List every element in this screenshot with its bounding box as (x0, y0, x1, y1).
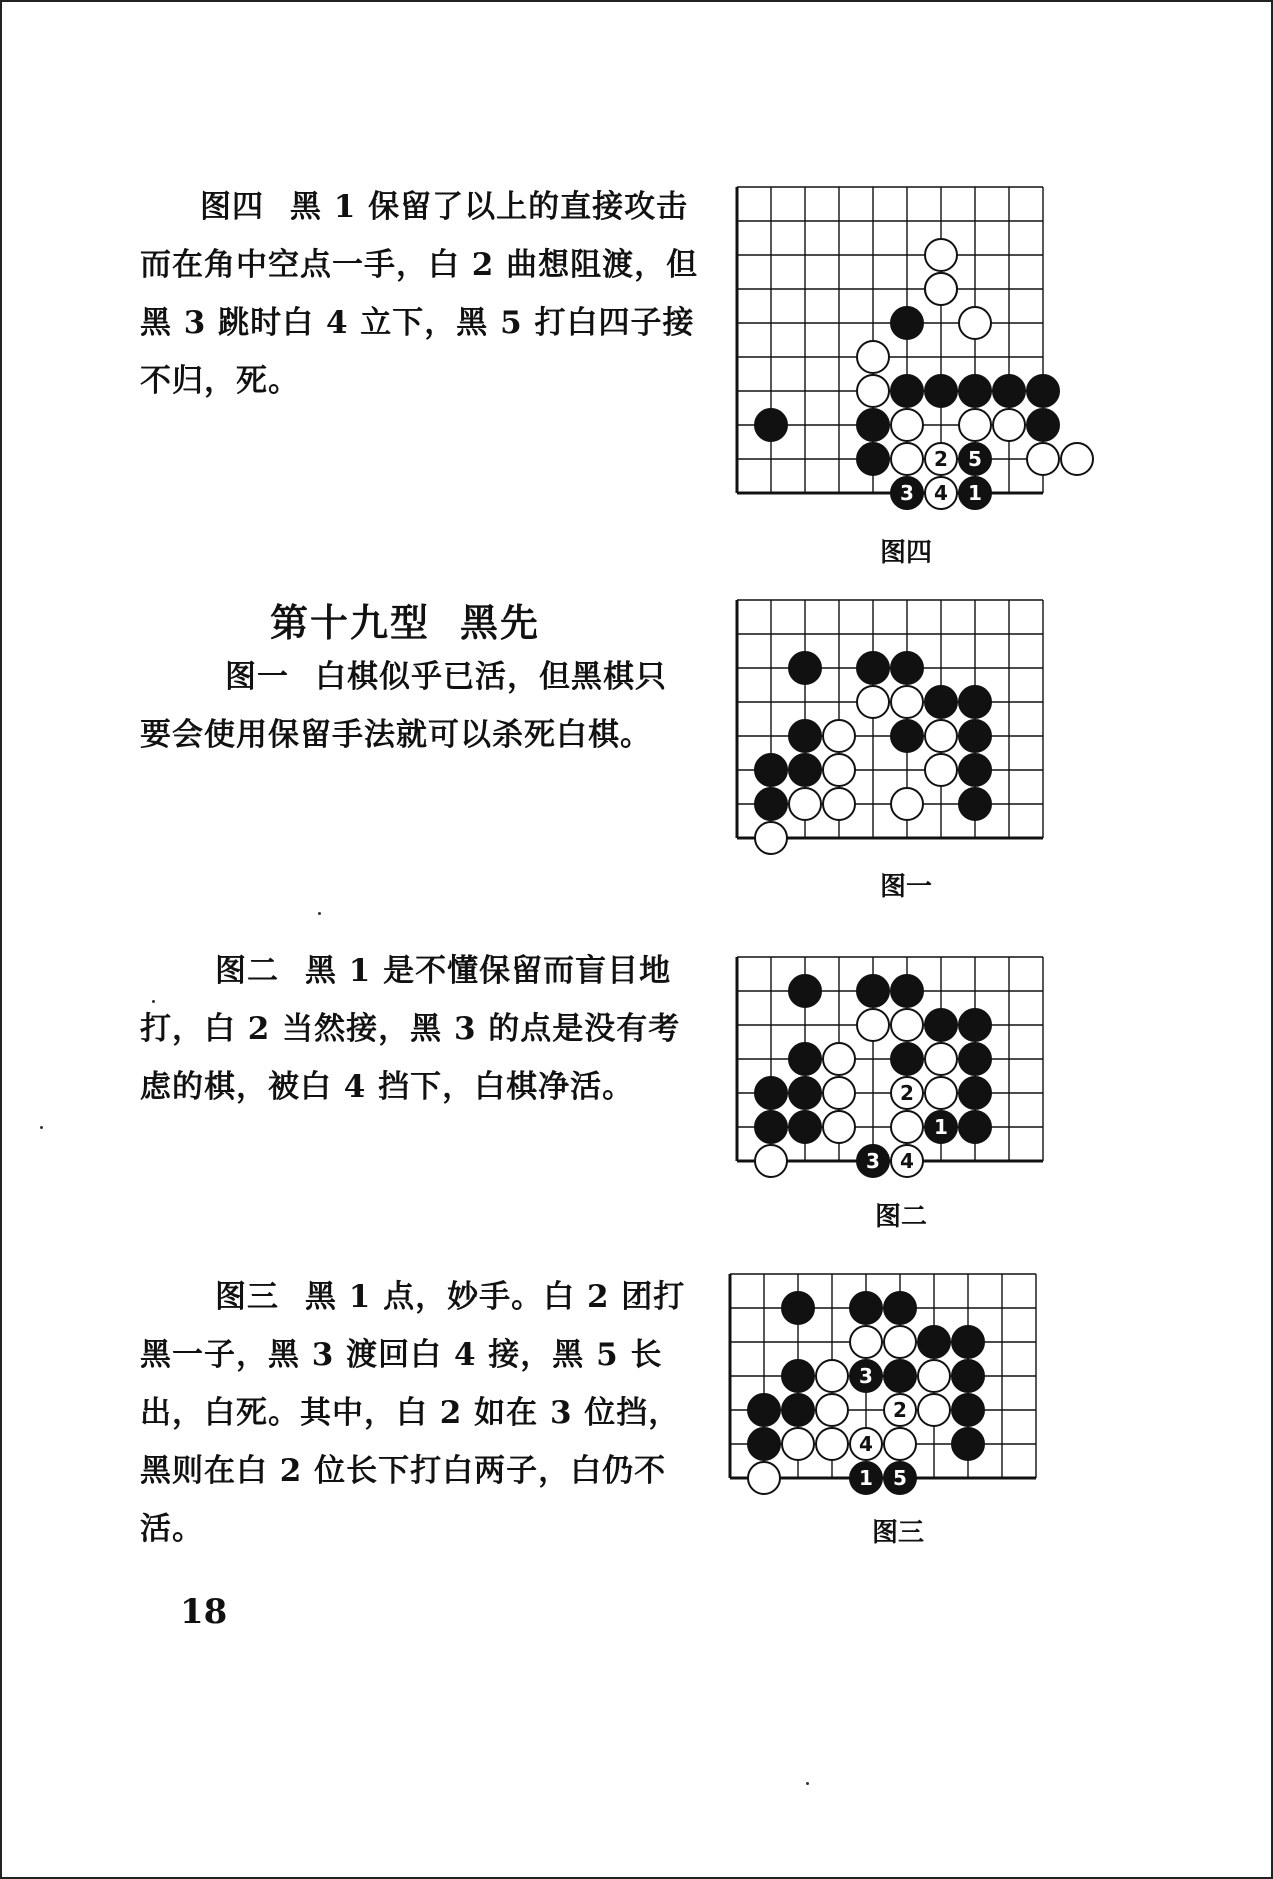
white-stone (925, 754, 957, 786)
black-stone (959, 686, 991, 718)
white-stone (884, 1326, 916, 1358)
black-stone (748, 1428, 780, 1460)
black-stone (952, 1428, 984, 1460)
black-stone (959, 1111, 991, 1143)
black-stone (857, 975, 889, 1007)
fig4-lead: 图四 (200, 189, 264, 225)
black-stone (959, 720, 991, 752)
move-number: 3 (859, 1364, 873, 1388)
black-stone (755, 788, 787, 820)
white-stone (1061, 443, 1093, 475)
heading-title: 第十九型 (270, 601, 431, 645)
heading-tag: 黑先 (460, 601, 541, 645)
white-stone (891, 1009, 923, 1041)
go-diagram-fig4 (735, 185, 1095, 505)
fig1-lead: 图一 (225, 659, 289, 695)
black-stone (952, 1326, 984, 1358)
move-number: 3 (866, 1149, 880, 1173)
black-stone (782, 1360, 814, 1392)
white-stone (884, 1428, 916, 1460)
white-stone (918, 1360, 950, 1392)
white-stone (993, 409, 1025, 441)
black-stone (755, 1111, 787, 1143)
black-stone (918, 1326, 950, 1358)
move-number: 4 (934, 481, 948, 505)
black-stone (755, 409, 787, 441)
white-stone (789, 788, 821, 820)
black-stone (789, 1077, 821, 1109)
scan-speck (40, 1126, 43, 1129)
black-stone (959, 754, 991, 786)
black-stone (755, 754, 787, 786)
black-stone (959, 1077, 991, 1109)
caption-fig4: 图四 (880, 538, 933, 568)
white-stone (925, 1043, 957, 1075)
fig4-body: 黑 1 保留了以上的直接攻击而在角中空点一手，白 2 曲想阻渡，但黑 3 跳时白 4 立下，黑 5 打白四子接不归，死。 (140, 189, 699, 399)
black-stone (925, 1009, 957, 1041)
black-stone (959, 1043, 991, 1075)
caption-fig1: 图一 (880, 872, 933, 902)
white-stone (918, 1394, 950, 1426)
fig2-body: 黑 1 是不懂保留而盲目地打，白 2 当然接，黑 3 的点是没有考虑的棋，被白 4 挡下，白棋净活。 (140, 953, 681, 1105)
black-stone (755, 1077, 787, 1109)
black-stone (959, 788, 991, 820)
move-number: 5 (893, 1466, 907, 1490)
white-stone (925, 720, 957, 752)
white-stone (823, 788, 855, 820)
fig4-paragraph (140, 178, 700, 410)
white-stone (925, 239, 957, 271)
white-stone (891, 1111, 923, 1143)
black-stone (959, 375, 991, 407)
white-stone (755, 822, 787, 854)
white-stone (823, 1077, 855, 1109)
black-stone (850, 1292, 882, 1324)
black-stone (1027, 409, 1059, 441)
black-stone (789, 1111, 821, 1143)
white-stone (816, 1394, 848, 1426)
white-stone (857, 686, 889, 718)
white-stone (823, 720, 855, 752)
white-stone (857, 1009, 889, 1041)
black-stone (891, 375, 923, 407)
white-stone (925, 273, 957, 305)
move-number: 5 (968, 447, 982, 471)
move-number: 2 (893, 1398, 907, 1422)
black-stone (891, 720, 923, 752)
black-stone (748, 1394, 780, 1426)
move-number: 2 (900, 1081, 914, 1105)
black-stone (789, 975, 821, 1007)
white-stone (959, 409, 991, 441)
black-stone (857, 443, 889, 475)
move-number: 3 (900, 481, 914, 505)
white-stone (1027, 443, 1059, 475)
black-stone (1027, 375, 1059, 407)
white-stone (782, 1428, 814, 1460)
page-number: 18 (180, 1592, 228, 1632)
go-diagram-fig1 (735, 598, 1095, 860)
white-stone (891, 686, 923, 718)
black-stone (789, 754, 821, 786)
black-stone (891, 1043, 923, 1075)
fig3-paragraph (140, 1268, 690, 1558)
move-number: 1 (968, 481, 982, 505)
fig1-body: 白棋似乎已活，但黑棋只要会使用保留手法就可以杀死白棋。 (140, 659, 667, 753)
white-stone (891, 409, 923, 441)
move-number: 4 (900, 1149, 914, 1173)
white-stone (816, 1428, 848, 1460)
white-stone (816, 1360, 848, 1392)
white-stone (823, 1111, 855, 1143)
white-stone (823, 754, 855, 786)
fig3-lead: 图三 (215, 1279, 279, 1315)
black-stone (789, 1043, 821, 1075)
black-stone (782, 1292, 814, 1324)
black-stone (925, 686, 957, 718)
move-number: 1 (859, 1466, 873, 1490)
fig2-paragraph (140, 942, 695, 1116)
white-stone (748, 1462, 780, 1494)
black-stone (782, 1394, 814, 1426)
move-number: 2 (934, 447, 948, 471)
black-stone (789, 652, 821, 684)
go-diagram-fig3 (728, 1272, 1088, 1507)
scan-speck (318, 912, 321, 915)
scan-speck (152, 1000, 155, 1003)
black-stone (884, 1292, 916, 1324)
black-stone (952, 1394, 984, 1426)
black-stone (959, 1009, 991, 1041)
caption-fig3: 图三 (872, 1518, 925, 1548)
white-stone (925, 1077, 957, 1109)
white-stone (850, 1326, 882, 1358)
black-stone (789, 720, 821, 752)
white-stone (891, 788, 923, 820)
white-stone (857, 375, 889, 407)
black-stone (884, 1360, 916, 1392)
scan-speck (806, 1782, 809, 1785)
white-stone (755, 1145, 787, 1177)
black-stone (857, 409, 889, 441)
black-stone (993, 375, 1025, 407)
white-stone (959, 307, 991, 339)
fig1-paragraph (140, 648, 690, 764)
black-stone (857, 652, 889, 684)
fig3-body: 黑 1 点，妙手。白 2 团打黑一子，黑 3 渡回白 4 接，黑 5 长出，白死。其中，白 2 如在 3 位挡，黑则在白 2 位长下打白两子，白仍不活。 (140, 1279, 686, 1547)
move-number: 4 (859, 1432, 873, 1456)
black-stone (952, 1360, 984, 1392)
white-stone (823, 1043, 855, 1075)
white-stone (857, 341, 889, 373)
black-stone (891, 975, 923, 1007)
black-stone (891, 652, 923, 684)
caption-fig2: 图二 (875, 1202, 928, 1232)
black-stone (925, 375, 957, 407)
white-stone (891, 443, 923, 475)
black-stone (891, 307, 923, 339)
fig2-lead: 图二 (215, 953, 279, 989)
move-number: 1 (934, 1115, 948, 1139)
section-heading (270, 592, 540, 647)
go-diagram-fig2 (735, 955, 1095, 1190)
